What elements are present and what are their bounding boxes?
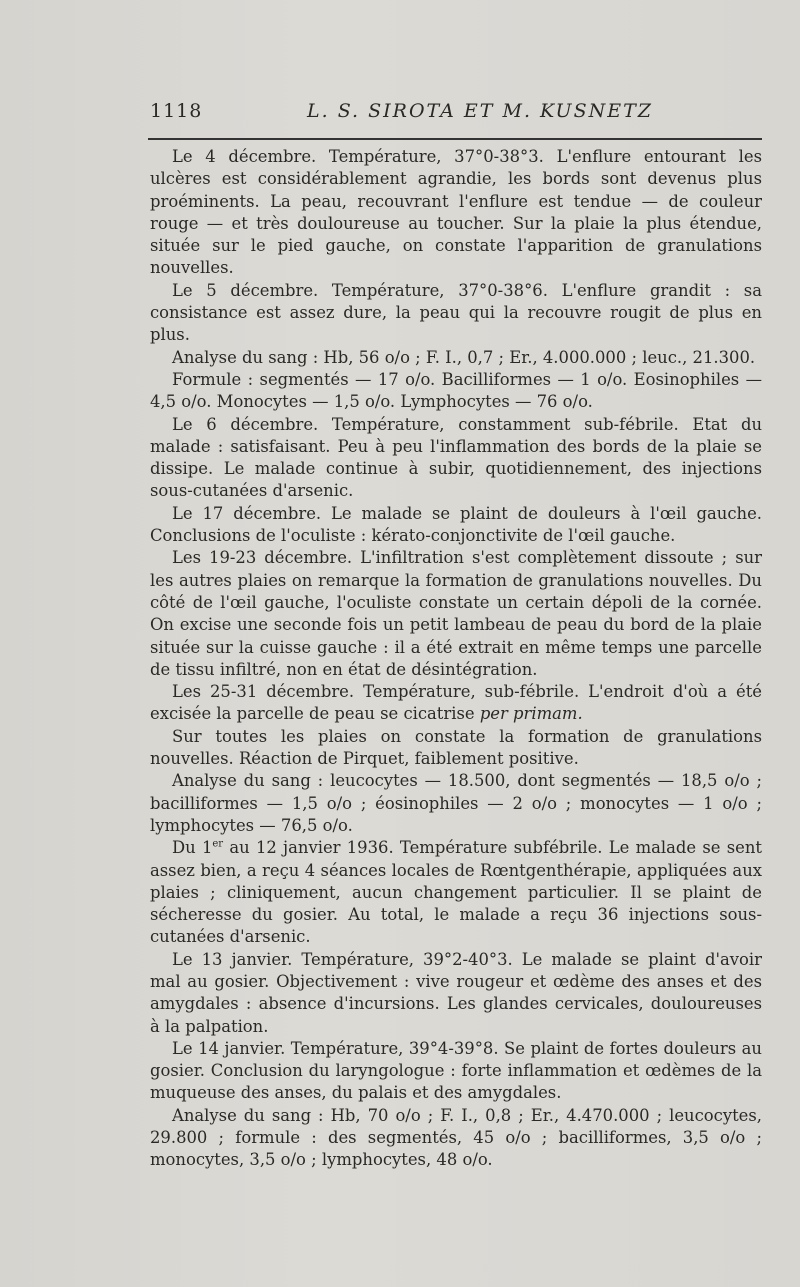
paragraph-text: Du 1	[172, 838, 213, 858]
paragraph: Analyse du sang : Hb, 70 o/o ; F. I., 0,8 ; Er., 4.470.000 ; leucocytes, 29.800 ; formule : des segmentés, 45 o/o ; bacilliformes, 3,5 o/o ; monocytes, 3,5 o/o ; lymphocytes, 48 o/o.	[150, 1105, 762, 1170]
paragraph-text: Les 25-31 décembre. Température, sub-fébrile. L'endroit d'où a été excisée la parcelle de peau se cicatrise	[150, 682, 762, 724]
paragraph	[150, 837, 762, 948]
paragraph: Le 6 décembre. Température, constamment sub-fébrile. Etat du malade : satisfaisant. Peu à peu l'inflammation des bords de la plaie se dissipe. Le malade continue à subir, quotidiennement, des injections sous-cutanées d'arsenic.	[150, 414, 762, 501]
paragraph-text: au 12 janvier 1936. Température subfébrile. Le malade se sent assez bien, a reçu 4 séances locales de Rœntgenthérapie, appliquées aux plaies ; cliniquement, aucun changement particulier. Il se plaint de sécheresse du gosier. Au total, le malade a reçu 36 injections sous-cutanées d'arsenic.	[150, 838, 762, 947]
paragraph: Analyse du sang : leucocytes — 18.500, dont segmentés — 18,5 o/o ; bacilliformes — 1,5 o/o ; éosinophiles — 2 o/o ; monocytes — 1 o/o ; lymphocytes — 76,5 o/o.	[150, 771, 762, 835]
header-rule	[148, 138, 762, 140]
body-text	[150, 146, 762, 1172]
paragraph: Formule : segmentés — 17 o/o. Bacilliformes — 1 o/o. Eosinophiles — 4,5 o/o. Monocytes — 1,5 o/o. Lymphocytes — 76 o/o.	[150, 369, 762, 412]
paragraph: Le 13 janvier. Température, 39°2-40°3. Le malade se plaint d'avoir mal au gosier. Objectivement : vive rougeur et œdème des anses et des amygdales : absence d'incursions. Les glandes cervicales, douloureuses à la palpation.	[150, 949, 762, 1036]
superscript: er	[212, 838, 224, 850]
paragraph: Le 5 décembre. Température, 37°0-38°6. L'enflure grandit : sa consistance est assez dure, la peau qui la recouvre rougit de plus en plus.	[150, 280, 762, 345]
page-header	[150, 100, 760, 130]
paragraph: Le 17 décembre. Le malade se plaint de douleurs à l'œil gauche. Conclusions de l'oculiste : kérato-conjonctivite de l'œil gauche.	[150, 503, 762, 546]
paragraph: Les 19-23 décembre. L'infiltration s'est complètement dissoute ; sur les autres plaies on remarque la formation de granulations nouvelles. Du côté de l'œil gauche, l'oculiste constate un certain dépoli de la cornée. On excise une seconde fois un petit lambeau de peau du bord de la plaie située sur la cuisse gauche : il a été extrait en même temps une parcelle de tissu infiltré, non en état de désintégration.	[150, 548, 762, 679]
paragraph: Sur toutes les plaies on constate la formation de granulations nouvelles. Réaction de Pirquet, faiblement positive.	[150, 726, 762, 769]
page-number: 1118	[150, 100, 203, 122]
paragraph: Analyse du sang : Hb, 56 o/o ; F. I., 0,7 ; Er., 4.000.000 ; leuc., 21.300.	[172, 347, 756, 367]
paragraph	[150, 681, 762, 726]
italic-phrase: per primam.	[479, 704, 583, 724]
paragraph: Le 14 janvier. Température, 39°4-39°8. Se plaint de fortes douleurs au gosier. Conclusion du laryngologue : forte inflammation et œdèmes de la muqueuse des anses, du palais et des amygdales.	[150, 1038, 762, 1103]
paragraph: Le 4 décembre. Température, 37°0-38°3. L'enflure entourant les ulcères est considérablement agrandie, les bords sont devenus plus proéminents. La peau, recouvrant l'enflure est tendue — de couleur rouge — et très douloureuse au toucher. Sur la plaie la plus étendue, située sur le pied gauche, on constate l'apparition de granulations nouvelles.	[150, 147, 762, 278]
running-title: L. S. SIROTA ET M. KUSNETZ	[307, 100, 653, 122]
